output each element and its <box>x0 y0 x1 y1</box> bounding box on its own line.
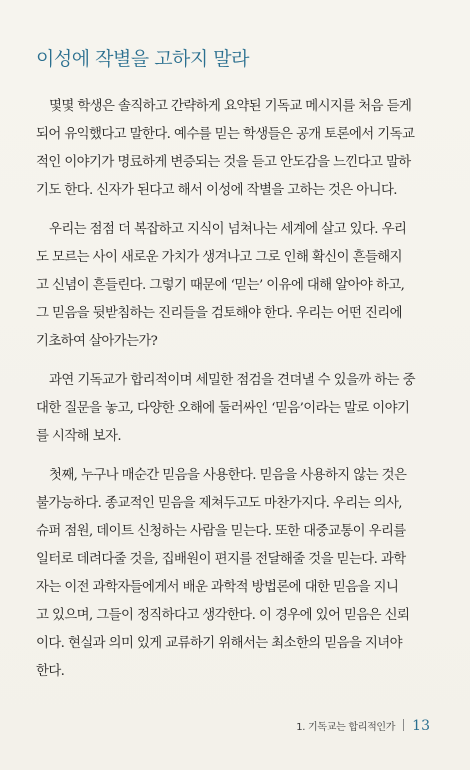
text-line: 첫째, 누구나 매순간 믿음을 사용한다. 믿음을 사용하지 않는 것은 <box>49 468 407 483</box>
paragraph <box>36 216 436 356</box>
text-line: 적인 이야기가 명료하게 변증되는 것을 듣고 안도감을 느낀다고 말하 <box>36 155 411 170</box>
text-line: 를 시작해 보자. <box>36 429 121 444</box>
text-line: 슈퍼 점원, 데이트 신청하는 사람을 믿는다. 또한 대중교통이 우리를 <box>36 524 406 539</box>
text-line: 도 모르는 사이 새로운 가치가 생겨나고 그로 인해 확신이 흔들해지 <box>36 250 402 265</box>
text-line: 일터로 데려다줄 것을, 집배원이 편지를 전달해줄 것을 믿는다. 과학 <box>36 552 406 567</box>
text-line: 우리는 점점 더 복잡하고 지식이 넘쳐나는 세계에 살고 있다. 우리 <box>49 222 407 237</box>
paragraph <box>36 93 436 205</box>
page-number: 13 <box>412 718 430 734</box>
footer-divider <box>403 719 404 731</box>
text-line: 자는 이전 과학자들에게서 배운 과학적 방법론에 대한 믿음을 지니 <box>36 580 399 595</box>
text-line: 몇몇 학생은 솔직하고 간략하게 요약된 기독교 메시지를 처음 듣게 <box>49 99 412 114</box>
paragraph <box>36 367 436 451</box>
text-line: 되어 유익했다고 말한다. 예수를 믿는 학생들은 공개 토론에서 기독교 <box>36 127 415 142</box>
paragraph <box>36 462 436 686</box>
body-text <box>36 93 436 697</box>
text-line: 기도 한다. 신자가 된다고 해서 이성에 작별을 고하는 것은 아니다. <box>36 183 397 198</box>
text-line: 불가능하다. 종교적인 믿음을 제쳐두고도 마찬가지다. 우리는 의사, <box>36 496 402 511</box>
text-line: 대한 질문을 놓고, 다양한 오해에 둘러싸인 ‘믿음’이라는 말로 이야기 <box>36 401 410 416</box>
text-line: 그 믿음을 뒷받침하는 진리들을 검토해야 한다. 우리는 어떤 진리에 <box>36 306 402 321</box>
section-title: 이성에 작별을 고하지 말라 <box>36 48 250 70</box>
text-line: 고 있으며, 그들이 정직하다고 생각한다. 이 경우에 있어 믿음은 신뢰 <box>36 608 410 623</box>
text-line: 과연 기독교가 합리적이며 세밀한 점검을 견뎌낼 수 있을까 하는 중 <box>49 373 415 388</box>
running-title: 1. 기독교는 합리적인가 <box>296 722 396 733</box>
text-line: 한다. <box>36 664 65 679</box>
page-footer <box>296 718 430 734</box>
text-line: 고 신념이 흔들린다. 그렇기 때문에 ‘믿는’ 이유에 대해 알아야 하고, <box>36 278 405 293</box>
text-line: 이다. 현실과 의미 있게 교류하기 위해서는 최소한의 믿음을 지녀야 <box>36 636 402 651</box>
text-line: 기초하여 살아가는가? <box>36 334 158 349</box>
